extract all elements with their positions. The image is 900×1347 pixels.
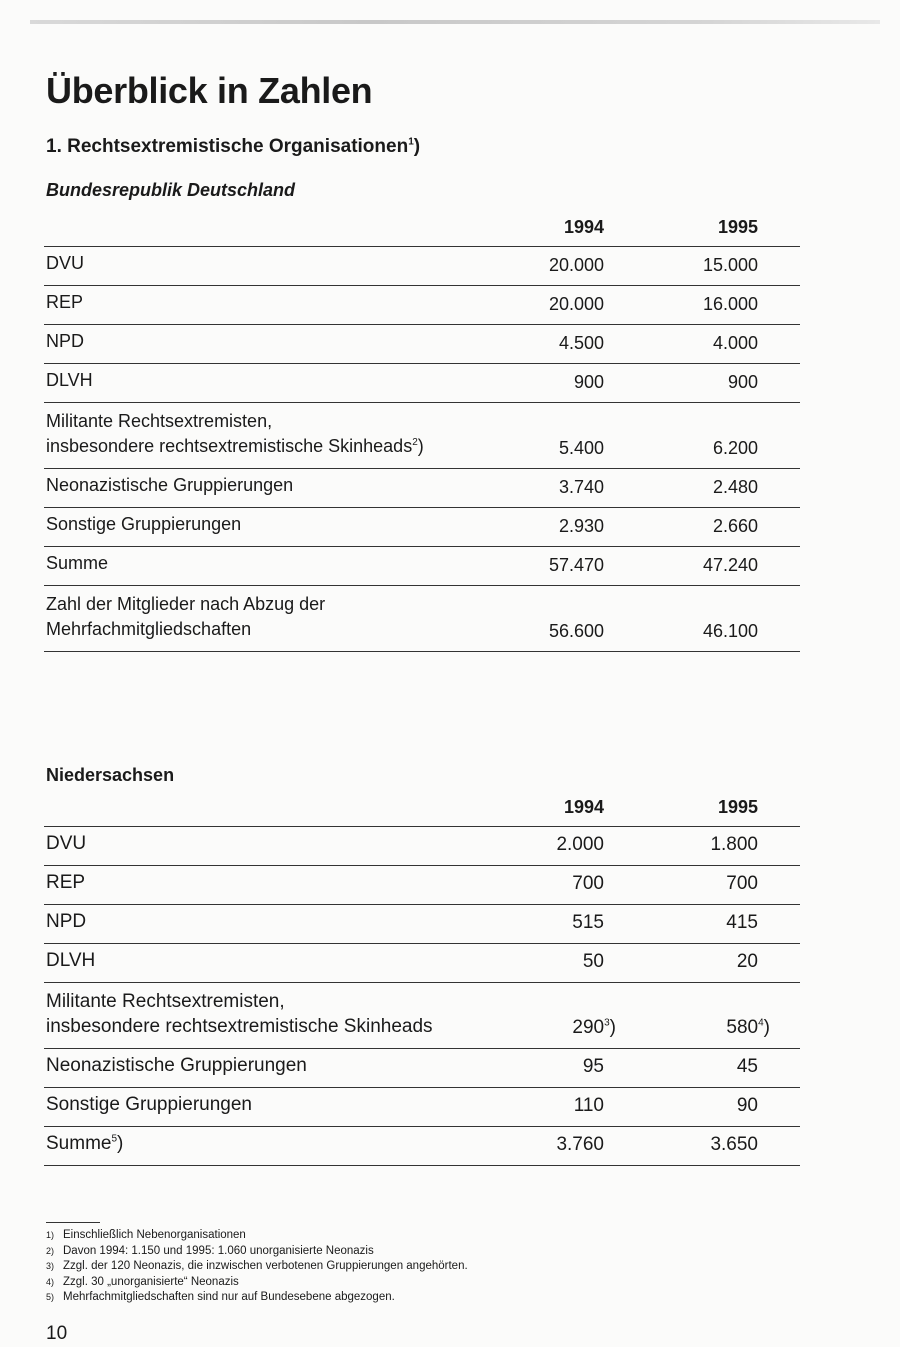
value-1994: 20.000	[484, 286, 638, 325]
row-label: DLVH	[44, 944, 484, 983]
value-1995: 16.000	[638, 286, 800, 325]
value-1995: 2.480	[638, 469, 800, 508]
value-1995: 46.100	[638, 586, 800, 652]
row-label	[44, 586, 484, 652]
row-label: REP	[44, 866, 484, 905]
footnotes	[46, 1228, 468, 1306]
value-1995: $580^4$)	[638, 983, 800, 1049]
value-1994: 4.500	[484, 325, 638, 364]
footnote-mark-number: 5	[46, 1292, 52, 1302]
page-number: 10	[46, 1323, 68, 1344]
header-year-1995: 1995	[638, 200, 800, 247]
value-1995: 20	[638, 944, 800, 983]
table-row	[44, 403, 800, 469]
value-1995: 700	[638, 866, 800, 905]
value-1995: 900	[638, 364, 800, 403]
region-title-bund: Bundesrepublik Deutschland	[46, 180, 296, 200]
value-1995: 2.660	[638, 508, 800, 547]
footnote-mark-number: 4	[46, 1276, 52, 1287]
table-row	[44, 547, 800, 586]
table-row	[44, 1049, 800, 1088]
row-label-line2: insbesondere rechtsextremistische Skinheads	[46, 1016, 433, 1037]
row-label-line1: Militante Rechtsextremisten,	[46, 411, 273, 431]
footnote	[46, 1244, 468, 1260]
top-rule	[30, 20, 880, 24]
footnote-text: Einschließlich Nebenorganisationen	[63, 1229, 246, 1241]
value-1994: 20.000	[484, 247, 638, 286]
footnote	[46, 1259, 468, 1275]
footnote-text: Zzgl. 30 „unorganisierte“ Neonazis	[63, 1275, 239, 1288]
row-label: Sonstige Gruppierungen	[44, 1088, 484, 1127]
row-label: Neonazistische Gruppierungen	[44, 469, 484, 508]
table-row	[44, 469, 800, 508]
footnote	[46, 1275, 468, 1291]
row-label: Summe	[44, 547, 484, 586]
value-1995: 1.800	[638, 827, 800, 866]
footnote-mark: 5)	[46, 1292, 55, 1302]
value-1995: 90	[638, 1088, 800, 1127]
table-row	[44, 586, 800, 652]
footnote-mark: 2)	[46, 1245, 55, 1256]
row-label: Militante Rechtsextremisten, insbesondere rechtsextremistische Skinheads$^2$)	[44, 403, 484, 469]
table-row	[44, 1127, 800, 1166]
footnote-text: Zzgl. der 120 Neonazis, die inzwischen verbotenen Gruppierungen angehörten.	[63, 1260, 468, 1272]
table-header-row	[44, 782, 800, 827]
footnote	[46, 1290, 468, 1306]
row-label: Summe$^5$)	[44, 1127, 484, 1166]
row-label: Sonstige Gruppierungen	[44, 508, 484, 547]
value-1995: 3.650	[638, 1127, 800, 1166]
row-label: DVU	[44, 247, 484, 286]
value-1994: 57.470	[484, 547, 638, 586]
footnote-mark: 1)	[46, 1230, 55, 1240]
row-label: DLVH	[44, 364, 484, 403]
table-row	[44, 286, 800, 325]
table-header-row	[44, 200, 800, 247]
table-row	[44, 364, 800, 403]
value-1995: 47.240	[638, 547, 800, 586]
value-1995: 415	[638, 905, 800, 944]
footnote-text: Mehrfachmitgliedschaften sind nur auf Bundesebene abgezogen.	[63, 1291, 395, 1303]
value-1995: 4.000	[638, 325, 800, 364]
header-label	[44, 200, 484, 247]
row-label-text: Summe	[46, 1133, 112, 1154]
table-row	[44, 247, 800, 286]
value-1994: 3.740	[484, 469, 638, 508]
footnote-ref: 1	[408, 136, 414, 148]
value-1995: 15.000	[638, 247, 800, 286]
header-year-1995: 1995	[638, 782, 800, 827]
footnote-ref: 3	[604, 1017, 610, 1029]
footnote-mark: 4)	[46, 1276, 55, 1287]
value-1994: 2.000	[484, 827, 638, 866]
value-1994: $290^3$)	[484, 983, 638, 1049]
section-title: 1. Rechtsextremistische Organisationen$^1$)	[46, 136, 421, 157]
table-nds	[44, 782, 800, 1166]
table-row	[44, 983, 800, 1049]
footnote-mark-number: 1	[46, 1230, 52, 1240]
page-title: Überblick in Zahlen	[46, 70, 373, 111]
row-label-line2: insbesondere rechtsextremistische Skinheads	[46, 436, 413, 456]
row-label	[44, 983, 484, 1049]
value-1994: 515	[484, 905, 638, 944]
row-label-line1: Militante Rechtsextremisten,	[46, 991, 285, 1012]
table-row	[44, 905, 800, 944]
value-1994: 56.600	[484, 586, 638, 652]
value-1994: 3.760	[484, 1127, 638, 1166]
table-row	[44, 508, 800, 547]
row-label: NPD	[44, 905, 484, 944]
value-1994: 2.930	[484, 508, 638, 547]
value-1994-number: 290	[572, 1017, 605, 1038]
footnote-mark-number: 2	[46, 1245, 52, 1256]
row-label: REP	[44, 286, 484, 325]
footnote-ref: 4	[758, 1017, 764, 1029]
value-1995: 6.200	[638, 403, 800, 469]
value-1995-number: 580	[726, 1017, 759, 1038]
table-row	[44, 944, 800, 983]
table-row	[44, 325, 800, 364]
value-1994: 700	[484, 866, 638, 905]
header-label	[44, 782, 484, 827]
footnote-ref: 5	[111, 1133, 118, 1145]
value-1994: 50	[484, 944, 638, 983]
value-1994: 5.400	[484, 403, 638, 469]
row-label: DVU	[44, 827, 484, 866]
row-label: NPD	[44, 325, 484, 364]
footnote-ref: 2	[412, 437, 418, 448]
header-year-1994: 1994	[484, 782, 638, 827]
table-row	[44, 866, 800, 905]
footnote-text: Davon 1994: 1.150 und 1995: 1.060 unorganisierte Neonazis	[63, 1244, 374, 1257]
value-1994: 900	[484, 364, 638, 403]
table-bund	[44, 200, 800, 652]
footnote-mark-number: 3	[46, 1261, 52, 1271]
section-title-text: 1. Rechtsextremistische Organisationen	[46, 136, 409, 157]
row-label-line1: Zahl der Mitglieder nach Abzug der	[46, 594, 326, 614]
footnote-rule	[46, 1222, 100, 1223]
footnote	[46, 1228, 468, 1244]
value-1995: 45	[638, 1049, 800, 1088]
table-row	[44, 1088, 800, 1127]
region-title-nds: Niedersachsen	[46, 765, 175, 785]
row-label-line2: Mehrfachmitgliedschaften	[46, 619, 252, 639]
value-1994: 110	[484, 1088, 638, 1127]
row-label: Neonazistische Gruppierungen	[44, 1049, 484, 1088]
footnote-mark: 3)	[46, 1261, 55, 1271]
table-row	[44, 827, 800, 866]
value-1994: 95	[484, 1049, 638, 1088]
header-year-1994: 1994	[484, 200, 638, 247]
